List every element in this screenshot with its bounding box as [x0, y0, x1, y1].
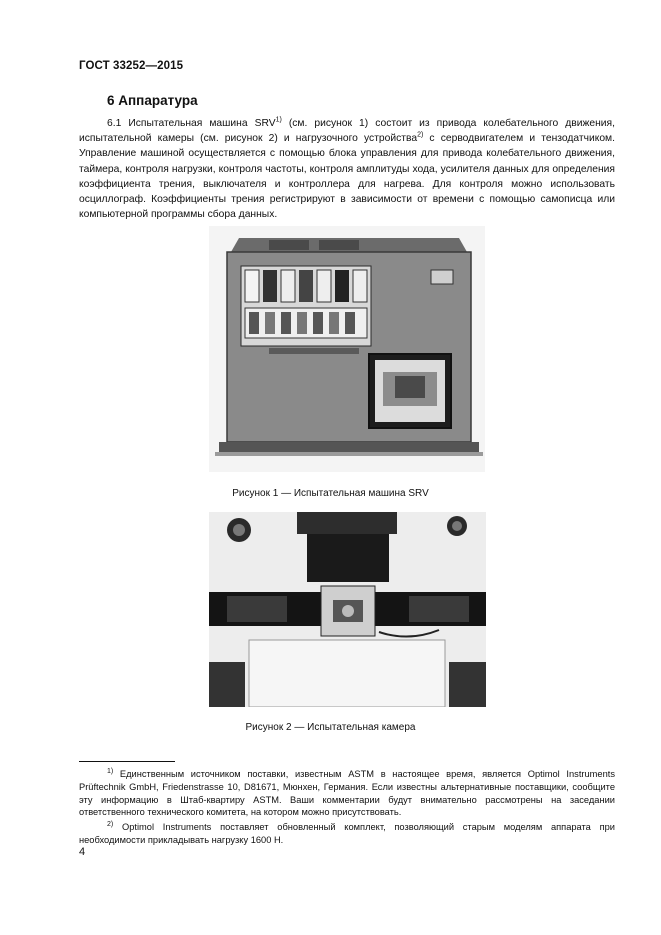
footnote-1 [79, 768, 615, 819]
document-id: ГОСТ 33252—2015 [79, 60, 184, 72]
paragraph-text-3: с серводвигателем и тензодатчиком. Управление машиной осуществляется с помощью блока управления для привода колебательного движения, таймера, контроля нагрузки, контроля частоты, контроля амплитуды хода, усилителя данных для определения коэффициента трения, выключателя и контроллера для нагрева. Для контроля можно использовать осциллограф. Коэффициенты трения регистрируют в зависимости от времени с помощью самописца или компьютерной программы сбора данных. [79, 133, 615, 221]
footnote-separator [79, 761, 175, 762]
figure-2-test-chamber-photo [209, 512, 486, 707]
paragraph-text-2: (см. рисунок 1) состоит из привода колебательного движения, испытательной камеры (см. рисунок 2) и нагрузочного устройства [79, 118, 615, 145]
section-title: 6 Аппаратура [107, 93, 198, 108]
footnote-ref-2[interactable]: 2) [417, 131, 424, 139]
page-number: 4 [79, 846, 86, 858]
footnote-1-text: Единственным источником поставки, известным ASTM в настоящее время, является Optimol Instruments Prüftechnik GmbH, Friedenstrasse 10, D81671, Мюнхен, Германия. Если известны альтернативные поставщики, сообщите эту информацию в Штаб-квартиру ASTM. Ваши комментарии будут внимательно рассмотрены на заседании ответственного технического комитета, на котором можно присутствовать. [79, 769, 615, 818]
section-paragraph [79, 116, 615, 222]
footnote-2 [79, 821, 615, 847]
footnote-2-mark: 2) [107, 821, 114, 829]
footnotes [79, 768, 615, 849]
footnote-ref-1[interactable]: 1) [275, 116, 282, 124]
footnote-2-text: Optimol Instruments поставляет обновленный комплект, позволяющий старым моделям аппарата при необходимости прикладывать нагрузку 1600 Н. [79, 822, 615, 845]
figure-1-test-machine-photo [209, 226, 485, 472]
figure-1-caption: Рисунок 1 — Испытательная машина SRV [232, 488, 429, 499]
footnote-1-mark: 1) [107, 767, 114, 775]
paragraph-text-1: 6.1 Испытательная машина SRV [107, 118, 276, 129]
figure-2-caption: Рисунок 2 — Испытательная камера [245, 722, 416, 733]
